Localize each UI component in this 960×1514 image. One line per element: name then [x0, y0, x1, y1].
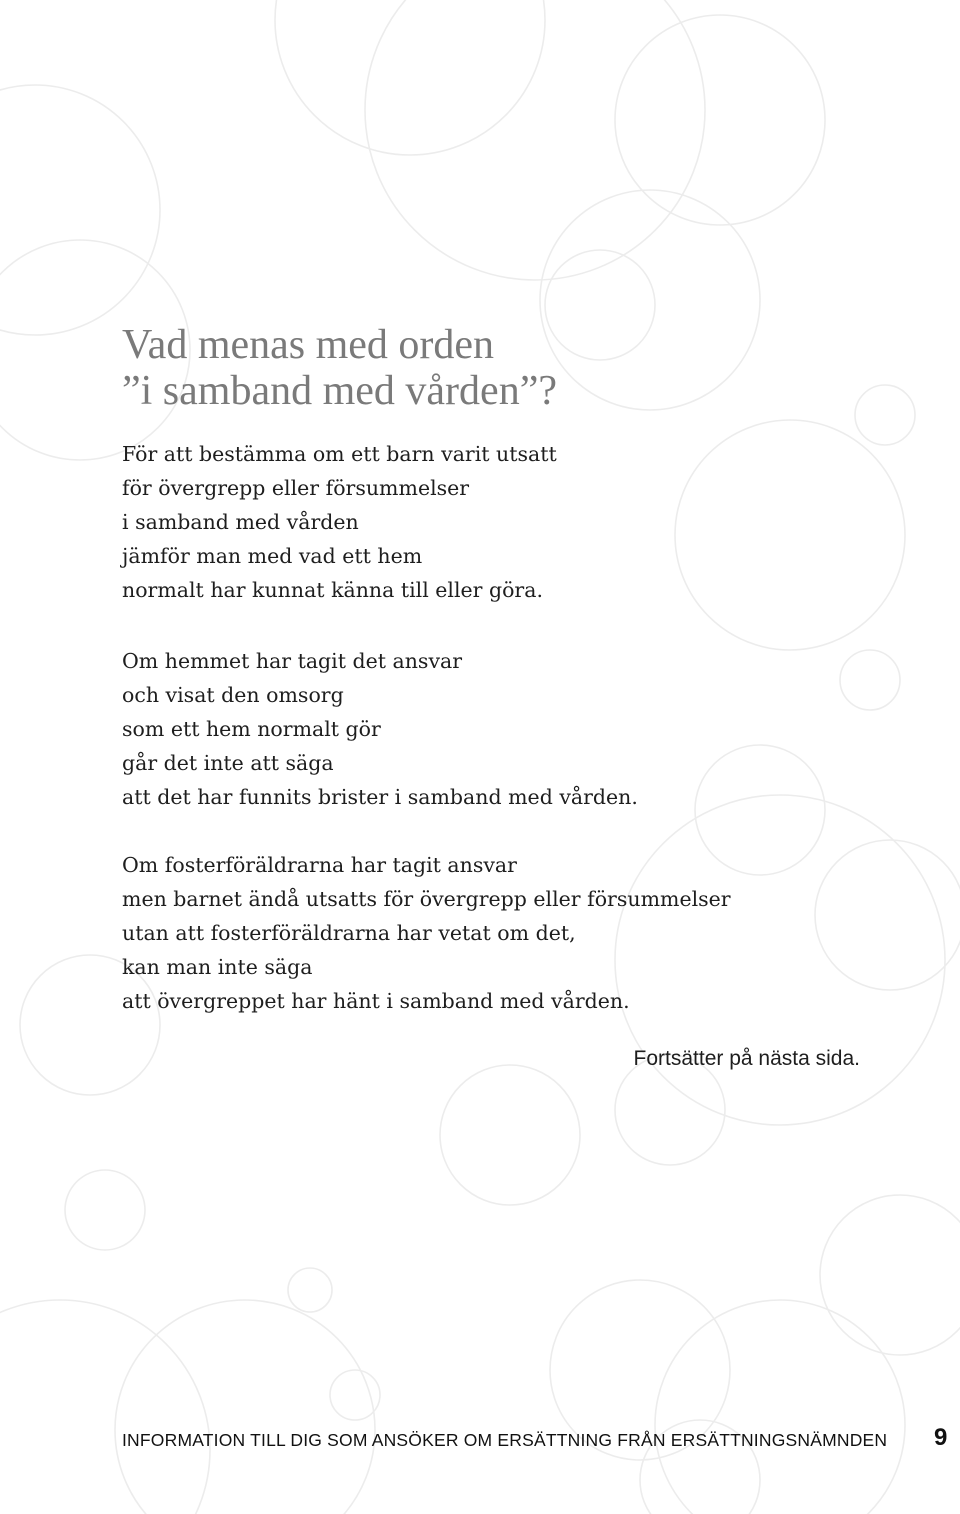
paragraph-line: utan att fosterföräldrarna har vetat om det,: [122, 921, 576, 945]
page-title: [122, 322, 557, 414]
continues-on-next-page-note: Fortsätter på nästa sida.: [633, 1047, 860, 1070]
paragraph-line: för övergrepp eller försummelser: [122, 476, 470, 500]
paragraph-line: att det har funnits brister i samband med vården.: [122, 785, 638, 809]
footer-text: INFORMATION TILL DIG SOM ANSÖKER OM ERSÄTTNING FRÅN ERSÄTTNINGSNÄMNDEN: [122, 1430, 888, 1450]
page-title-line: Vad menas med orden: [122, 322, 495, 368]
paragraph-line: går det inte att säga: [122, 751, 334, 775]
paragraph-line: att övergreppet har hänt i samband med vården.: [122, 989, 630, 1013]
paragraph-line: För att bestämma om ett barn varit utsatt: [122, 442, 557, 466]
paragraph-line: i samband med vården: [122, 510, 359, 534]
paragraph-line: kan man inte säga: [122, 955, 313, 979]
paragraph-line: men barnet ändå utsatts för övergrepp eller försummelser: [122, 887, 731, 911]
page-number: 9: [934, 1424, 948, 1451]
paragraph-1: [122, 437, 557, 607]
paragraph-line: som ett hem normalt gör: [122, 717, 381, 741]
paragraph-2: [122, 644, 638, 814]
paragraph-line: normalt har kunnat känna till eller göra.: [122, 578, 543, 602]
paragraph-line: jämför man med vad ett hem: [122, 544, 423, 568]
paragraph-line: Om fosterföräldrarna har tagit ansvar: [122, 853, 517, 877]
paragraph-3: [122, 848, 731, 1018]
page-title-line: ”i samband med vården”?: [122, 368, 557, 414]
paragraph-line: Om hemmet har tagit det ansvar: [122, 649, 463, 673]
paragraph-line: och visat den omsorg: [122, 683, 344, 707]
